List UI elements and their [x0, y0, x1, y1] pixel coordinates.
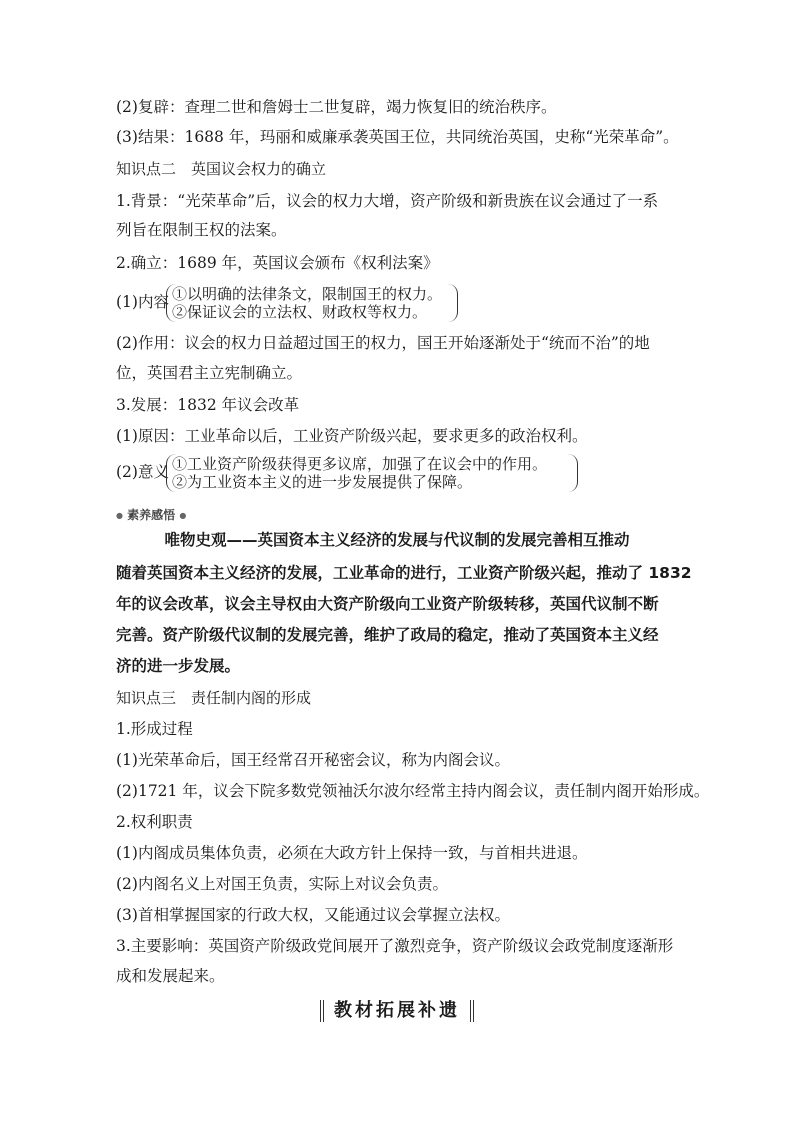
significance-brace-group — [116, 454, 586, 494]
brace-label: (2)意义 — [116, 463, 169, 481]
text-line: (1)内阁成员集体负责，必须在大政方针上保持一致，与首相共进退。 — [116, 844, 588, 862]
text-line: 2.权利职责 — [116, 813, 193, 831]
text-line: 位，英国君主立宪制确立。 — [116, 364, 303, 382]
text-line: (2)1721 年，议会下院多数党领袖沃尔波尔经常主持内阁会议，责任制内阁开始形成。 — [116, 782, 710, 800]
text-line: (3)结果：1688 年，玛丽和威廉承袭英国王位，共同统治英国，史称“光荣革命”。 — [116, 128, 679, 146]
banner-title: 教材拓展补遗 — [320, 1000, 474, 1022]
text-line: (1)原因：工业革命以后，工业资产阶级兴起，要求更多的政治权利。 — [116, 427, 588, 445]
brace-item: ②保证议会的立法权、财政权等权力。 — [172, 303, 428, 321]
insight-paragraph-line: 济的进一步发展。 — [116, 657, 241, 675]
brace-item: ②为工业资本主义的进一步发展提供了保障。 — [172, 473, 473, 491]
insight-paragraph-line: 随着英国资本主义经济的发展，工业革命的进行，工业资产阶级兴起，推动了 1832 — [116, 564, 692, 582]
text-line: 1.背景：“光荣革命”后，议会的权力大增，资产阶级和新贵族在议会通过了一系 — [116, 192, 659, 210]
text-line: (1)光荣革命后，国王经常召开秘密会议，称为内阁会议。 — [116, 751, 510, 769]
text-line: (2)复辟：查理二世和詹姆士二世复辟，竭力恢复旧的统治秩序。 — [116, 98, 557, 116]
brace-label: (1)内容 — [116, 293, 169, 311]
insight-paragraph-line: 年的议会改革，议会主导权由大资产阶级向工业资产阶级转移，英国代议制不断 — [116, 595, 659, 613]
section-heading-3: 知识点三 责任制内阁的形成 — [116, 689, 312, 707]
text-line: 1.形成过程 — [116, 720, 193, 738]
text-line: (2)作用：议会的权力日益超过国王的权力，国王开始逐渐处于“统而不治”的地 — [116, 334, 650, 352]
text-line: (2)内阁名义上对国王负责，实际上对议会负责。 — [116, 875, 448, 893]
brace-item: ①工业资产阶级获得更多议席，加强了在议会中的作用。 — [172, 455, 548, 473]
text-line: 列旨在限制王权的法案。 — [116, 221, 287, 239]
section-heading-2: 知识点二 英国议会权力的确立 — [116, 160, 327, 178]
bullet-icon: ● — [179, 511, 187, 520]
insight-title: 唯物史观——英国资本主义经济的发展与代议制的发展完善相互推动 — [164, 531, 630, 549]
brace-item: ①以明确的法律条文，限制国王的权力。 — [172, 285, 443, 303]
section-banner — [0, 1000, 794, 1022]
insight-label: ● 素养感悟 ● — [116, 508, 187, 522]
text-line: 2.确立：1689 年，英国议会颁布《权利法案》 — [116, 254, 439, 272]
text-line: 成和发展起来。 — [116, 967, 225, 985]
insight-paragraph-line: 完善。资产阶级代议制的发展完善，维护了政局的稳定，推动了英国资本主义经 — [116, 626, 659, 644]
text-line: 3.主要影响：英国资产阶级政党间展开了激烈竞争，资产阶级议会政党制度逐渐形 — [116, 937, 674, 955]
bullet-icon: ● — [116, 511, 123, 520]
content-brace-group — [116, 284, 476, 324]
text-line: (3)首相掌握国家的行政大权，又能通过议会掌握立法权。 — [116, 906, 510, 924]
text-line: 3.发展：1832 年议会改革 — [116, 396, 300, 414]
